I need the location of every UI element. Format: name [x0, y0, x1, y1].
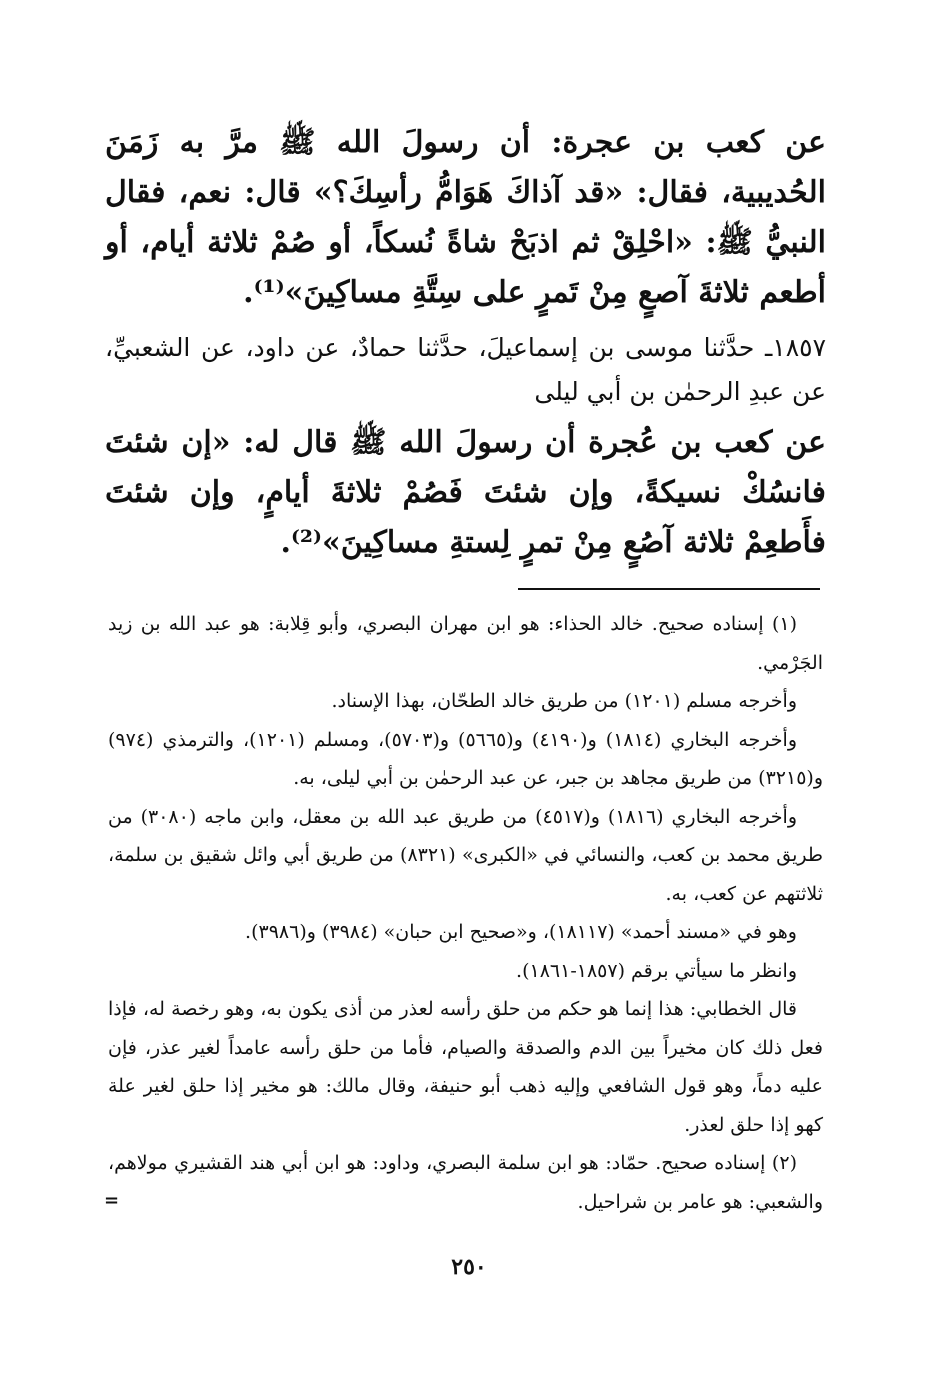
footnote-1-bukhari: وأخرجه البخاري (١٨١٤) و(٤١٩٠) و(٥٦٦٥) و(٥٧٠٣)، ومسلم (١٢٠١)، والترمذي (٩٧٤) و(٣٢١٥) من طريق مجاهد بن جبر، عن عبد الرحمٰن بن أبي ليلى، به. — [108, 728, 823, 789]
page-number: ٢٥٠ — [451, 1254, 487, 1280]
main-text — [105, 118, 826, 568]
footnote-1-musnad: وهو في «مسند أحمد» (١٨١١٧)، و«صحيح ابن حبان» (٣٩٨٤) و(٣٩٨٦). — [245, 921, 797, 943]
hadith-1856-text: عن كعب بن عجرة: أن رسولَ الله ﷺ مرَّ به زَمَنَ الحُديبية، فقال: «قد آذاكَ هَوَامُّ رأسِكَ؟» قال: نعم، فقال النبيُّ ﷺ: «احْلِقْ ثم اذبَحْ شاةً نُسكاً، أو صُمْ ثلاثة أيام، أو أطعم ثلاثةَ آصعٍ مِنْ تَمرٍ على سِتَّةِ مساكِينَ»⁽¹⁾. — [105, 125, 826, 310]
footnotes — [108, 605, 823, 1221]
footnote-separator — [518, 588, 820, 590]
footnote-1-khattabi: قال الخطابي: هذا إنما هو حكم من حلق رأسه لعذر من أذى يكون به، وهو رخصة له، فإذا فعل ذلك كان مخيراً بين الدم والصدقة والصيام، فأما من حلق رأسه عامداً لغير عذر، فإن عليه دماً، وهو قول الشافعي وإليه ذهب أبو حنيفة، وقال مالك: هو مخير إذا حلق لغير علة كهو إذا حلق لعذر. — [108, 998, 823, 1136]
footnote-2: (٢) إسناده صحيح. حمّاد: هو ابن سلمة البصري، وداود: هو ابن أبي هند القشيري مولاهم، والشعبي: هو عامر بن شراحيل. — [108, 1152, 823, 1213]
hadith-1857-chain: ١٨٥٧ـ حدَّثنا موسى بن إسماعيلَ، حدَّثنا حمادٌ، عن داود، عن الشعبيِّ، عن عبدِ الرحمٰن بن أبي ليلى — [105, 333, 826, 406]
continuation-mark: = — [104, 1190, 120, 1211]
footnote-1-see-also: وانظر ما سيأتي برقم (١٨٥٧-١٨٦١). — [516, 959, 797, 982]
footnote-1-intro: (١) إسناده صحيح. خالد الحذاء: هو ابن مهران البصري، وأبو قِلابة: هو عبد الله بن زيد الجَرْمي. — [108, 613, 823, 674]
footnote-1-muslim: وأخرجه مسلم (١٢٠١) من طريق خالد الطحّان، بهذا الإسناد. — [331, 690, 797, 712]
hadith-1857-text: عن كعب بن عُجرة أن رسولَ الله ﷺ قال له: «إن شئتَ فانسُكْ نسيكةً، وإن شئتَ فَصُمْ ثلاثةَ أيامٍ، وإن شئتَ فأَطعِمْ ثلاثة آصُعٍ مِنْ تمرٍ لِستةِ مساكِينَ»⁽²⁾. — [105, 425, 826, 560]
footnote-1-other-chains: وأخرجه البخاري (١٨١٦) و(٤٥١٧) من طريق عبد الله بن معقل، وابن ماجه (٣٠٨٠) من طريق محمد بن كعب، والنسائي في «الكبرى» (٨٣٢١) من طريق أبي وائل شقيق بن سلمة، ثلاثتهم عن كعب، به. — [108, 805, 823, 905]
